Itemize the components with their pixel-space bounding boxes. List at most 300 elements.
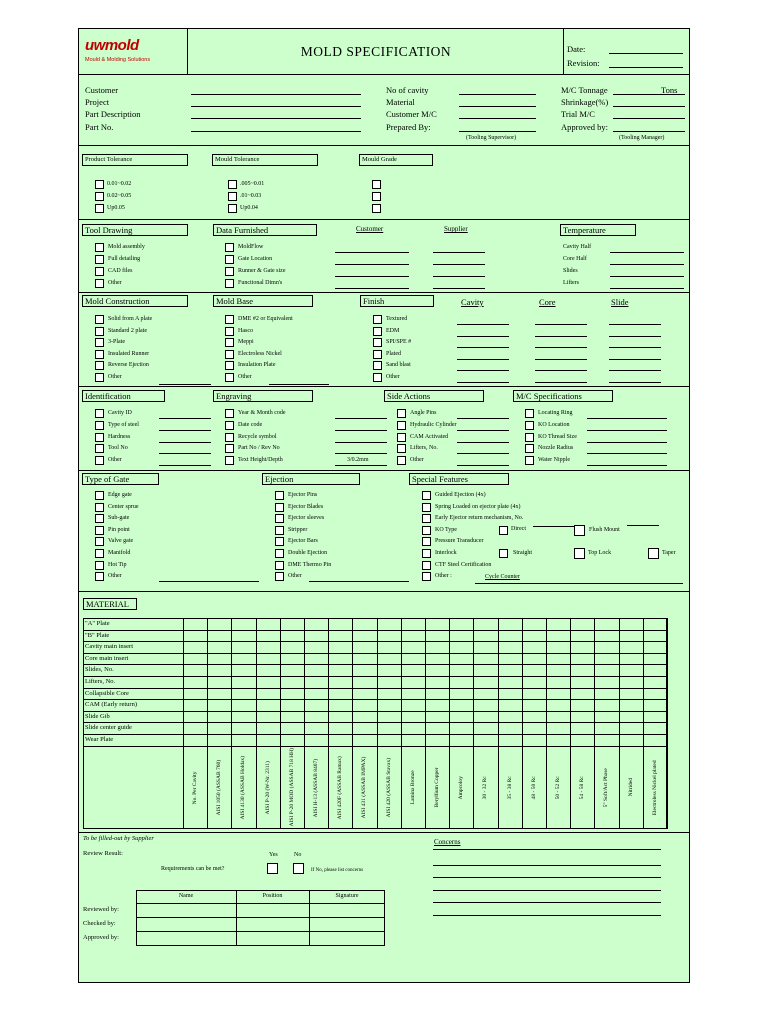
material-cell[interactable] bbox=[570, 699, 594, 711]
finish-cavity-field-1[interactable] bbox=[457, 336, 509, 337]
material-cell[interactable] bbox=[231, 653, 255, 665]
material-cell[interactable] bbox=[619, 699, 643, 711]
special-checkbox-4[interactable] bbox=[422, 537, 431, 546]
material-cell[interactable] bbox=[328, 653, 352, 665]
material-cell[interactable] bbox=[546, 711, 570, 723]
material-cell[interactable] bbox=[425, 734, 449, 746]
material-cell[interactable] bbox=[231, 618, 255, 630]
material-cell[interactable] bbox=[570, 722, 594, 734]
info-field-2[interactable] bbox=[191, 118, 361, 119]
mold-construction-checkbox-1[interactable] bbox=[95, 327, 104, 336]
material-cell[interactable] bbox=[570, 653, 594, 665]
finish-core-field-4[interactable] bbox=[535, 370, 587, 371]
material-cell[interactable] bbox=[304, 641, 328, 653]
material-cell[interactable] bbox=[522, 676, 546, 688]
special-checkbox-1[interactable] bbox=[422, 503, 431, 512]
side-actions-checkbox-3[interactable] bbox=[397, 444, 406, 453]
signature-cell[interactable] bbox=[236, 931, 309, 946]
special-checkbox-6[interactable] bbox=[422, 561, 431, 570]
material-cell[interactable] bbox=[183, 630, 207, 642]
material-cell[interactable] bbox=[328, 618, 352, 630]
material-cell[interactable] bbox=[401, 641, 425, 653]
mold-construction-other-field[interactable] bbox=[159, 384, 211, 385]
material-cell[interactable] bbox=[643, 664, 667, 676]
mould-tolerance-checkbox-0[interactable] bbox=[228, 180, 237, 189]
material-cell[interactable] bbox=[231, 641, 255, 653]
material-cell[interactable] bbox=[280, 688, 304, 700]
material-cell[interactable] bbox=[328, 722, 352, 734]
material-cell[interactable] bbox=[256, 699, 280, 711]
info-field2-2[interactable] bbox=[459, 118, 536, 119]
material-cell[interactable] bbox=[328, 734, 352, 746]
material-cell[interactable] bbox=[183, 653, 207, 665]
interlock-straight-checkbox[interactable] bbox=[499, 549, 508, 558]
info-field3-1[interactable] bbox=[613, 106, 685, 107]
material-cell[interactable] bbox=[425, 653, 449, 665]
tool-drawing-checkbox-1[interactable] bbox=[95, 255, 104, 264]
finish-cavity-field-2[interactable] bbox=[457, 347, 509, 348]
material-cell[interactable] bbox=[352, 641, 376, 653]
side-actions-field-2[interactable] bbox=[457, 442, 509, 443]
data-customer-field-2[interactable] bbox=[335, 276, 409, 277]
engraving-field-0[interactable] bbox=[335, 418, 387, 419]
finish-checkbox-1[interactable] bbox=[373, 327, 382, 336]
gate-checkbox-4[interactable] bbox=[95, 537, 104, 546]
material-cell[interactable] bbox=[522, 618, 546, 630]
finish-slide-field-0[interactable] bbox=[609, 324, 661, 325]
mold-construction-checkbox-0[interactable] bbox=[95, 315, 104, 324]
material-cell[interactable] bbox=[183, 699, 207, 711]
material-cell[interactable] bbox=[280, 676, 304, 688]
mc-spec-checkbox-0[interactable] bbox=[525, 409, 534, 418]
side-actions-field-1[interactable] bbox=[457, 430, 509, 431]
material-cell[interactable] bbox=[425, 699, 449, 711]
engraving-checkbox-1[interactable] bbox=[225, 421, 234, 430]
material-cell[interactable] bbox=[183, 664, 207, 676]
ejection-checkbox-1[interactable] bbox=[275, 503, 284, 512]
material-cell[interactable] bbox=[280, 630, 304, 642]
material-cell[interactable] bbox=[377, 722, 401, 734]
material-cell[interactable] bbox=[183, 688, 207, 700]
gate-checkbox-7[interactable] bbox=[95, 572, 104, 581]
material-cell[interactable] bbox=[643, 699, 667, 711]
material-cell[interactable] bbox=[256, 688, 280, 700]
material-cell[interactable] bbox=[377, 711, 401, 723]
ejection-checkbox-0[interactable] bbox=[275, 491, 284, 500]
material-cell[interactable] bbox=[425, 641, 449, 653]
side-actions-checkbox-2[interactable] bbox=[397, 433, 406, 442]
material-cell[interactable] bbox=[256, 630, 280, 642]
finish-cavity-field-0[interactable] bbox=[457, 324, 509, 325]
material-cell[interactable] bbox=[207, 664, 231, 676]
material-cell[interactable] bbox=[401, 618, 425, 630]
concerns-line-3[interactable] bbox=[433, 890, 661, 891]
engraving-field-4[interactable] bbox=[335, 465, 387, 466]
finish-checkbox-2[interactable] bbox=[373, 338, 382, 347]
material-cell[interactable] bbox=[401, 630, 425, 642]
ejection-other-field[interactable] bbox=[309, 581, 409, 582]
material-cell[interactable] bbox=[594, 630, 618, 642]
material-cell[interactable] bbox=[304, 734, 328, 746]
material-cell[interactable] bbox=[328, 711, 352, 723]
material-cell[interactable] bbox=[546, 653, 570, 665]
finish-checkbox-4[interactable] bbox=[373, 361, 382, 370]
special-checkbox-5[interactable] bbox=[422, 549, 431, 558]
finish-slide-field-3[interactable] bbox=[609, 359, 661, 360]
data-customer-field-3[interactable] bbox=[335, 288, 409, 289]
material-cell[interactable] bbox=[280, 618, 304, 630]
finish-slide-field-4[interactable] bbox=[609, 370, 661, 371]
material-cell[interactable] bbox=[256, 711, 280, 723]
temperature-field-1[interactable] bbox=[610, 264, 684, 265]
material-cell[interactable] bbox=[207, 711, 231, 723]
identification-checkbox-3[interactable] bbox=[95, 444, 104, 453]
product-tolerance-checkbox-0[interactable] bbox=[95, 180, 104, 189]
material-cell[interactable] bbox=[449, 676, 473, 688]
material-cell[interactable] bbox=[594, 676, 618, 688]
material-cell[interactable] bbox=[619, 664, 643, 676]
material-cell[interactable] bbox=[401, 664, 425, 676]
material-cell[interactable] bbox=[352, 664, 376, 676]
material-cell[interactable] bbox=[328, 676, 352, 688]
material-cell[interactable] bbox=[643, 688, 667, 700]
material-cell[interactable] bbox=[594, 618, 618, 630]
mould-grade-checkbox-1[interactable] bbox=[372, 192, 381, 201]
material-cell[interactable] bbox=[280, 722, 304, 734]
tool-drawing-checkbox-3[interactable] bbox=[95, 279, 104, 288]
data-supplier-field-1[interactable] bbox=[433, 264, 485, 265]
material-cell[interactable] bbox=[377, 641, 401, 653]
engraving-checkbox-3[interactable] bbox=[225, 444, 234, 453]
material-cell[interactable] bbox=[619, 618, 643, 630]
material-cell[interactable] bbox=[473, 722, 497, 734]
material-cell[interactable] bbox=[256, 722, 280, 734]
finish-core-field-3[interactable] bbox=[535, 359, 587, 360]
mc-spec-field-3[interactable] bbox=[587, 453, 667, 454]
mc-spec-checkbox-1[interactable] bbox=[525, 421, 534, 430]
side-actions-field-0[interactable] bbox=[457, 418, 509, 419]
identification-checkbox-1[interactable] bbox=[95, 421, 104, 430]
finish-core-field-1[interactable] bbox=[535, 336, 587, 337]
material-cell[interactable] bbox=[473, 699, 497, 711]
special-checkbox-0[interactable] bbox=[422, 491, 431, 500]
info-field-1[interactable] bbox=[191, 106, 361, 107]
material-cell[interactable] bbox=[231, 734, 255, 746]
material-cell[interactable] bbox=[522, 734, 546, 746]
mc-spec-field-0[interactable] bbox=[587, 418, 667, 419]
material-cell[interactable] bbox=[377, 734, 401, 746]
material-cell[interactable] bbox=[522, 664, 546, 676]
material-cell[interactable] bbox=[280, 641, 304, 653]
material-cell[interactable] bbox=[643, 676, 667, 688]
finish-core-field-5[interactable] bbox=[535, 382, 587, 383]
engraving-checkbox-0[interactable] bbox=[225, 409, 234, 418]
finish-checkbox-3[interactable] bbox=[373, 350, 382, 359]
material-cell[interactable] bbox=[498, 699, 522, 711]
material-cell[interactable] bbox=[280, 711, 304, 723]
material-cell[interactable] bbox=[231, 711, 255, 723]
special-checkbox-7[interactable] bbox=[422, 572, 431, 581]
material-cell[interactable] bbox=[304, 676, 328, 688]
material-cell[interactable] bbox=[498, 630, 522, 642]
concerns-line-1[interactable] bbox=[433, 865, 661, 866]
taper-checkbox[interactable] bbox=[648, 548, 659, 559]
material-cell[interactable] bbox=[546, 722, 570, 734]
side-actions-checkbox-0[interactable] bbox=[397, 409, 406, 418]
data-supplier-field-3[interactable] bbox=[433, 288, 485, 289]
material-cell[interactable] bbox=[546, 618, 570, 630]
engraving-field-3[interactable] bbox=[335, 453, 387, 454]
tool-drawing-checkbox-0[interactable] bbox=[95, 243, 104, 252]
data-supplier-field-0[interactable] bbox=[433, 252, 485, 253]
material-cell[interactable] bbox=[643, 653, 667, 665]
requirements-no-checkbox[interactable] bbox=[293, 863, 304, 874]
material-cell[interactable] bbox=[594, 699, 618, 711]
mould-grade-checkbox-0[interactable] bbox=[372, 180, 381, 189]
material-cell[interactable] bbox=[522, 653, 546, 665]
concerns-line-4[interactable] bbox=[433, 902, 661, 903]
identification-field-4[interactable] bbox=[159, 465, 211, 466]
material-cell[interactable] bbox=[328, 630, 352, 642]
material-cell[interactable] bbox=[425, 676, 449, 688]
material-cell[interactable] bbox=[425, 630, 449, 642]
material-cell[interactable] bbox=[594, 641, 618, 653]
side-actions-checkbox-4[interactable] bbox=[397, 456, 406, 465]
material-cell[interactable] bbox=[546, 734, 570, 746]
mold-construction-checkbox-5[interactable] bbox=[95, 373, 104, 382]
ejection-checkbox-7[interactable] bbox=[275, 572, 284, 581]
material-cell[interactable] bbox=[619, 641, 643, 653]
material-cell[interactable] bbox=[498, 664, 522, 676]
material-cell[interactable] bbox=[570, 676, 594, 688]
material-cell[interactable] bbox=[546, 699, 570, 711]
material-cell[interactable] bbox=[570, 688, 594, 700]
mc-spec-checkbox-3[interactable] bbox=[525, 444, 534, 453]
material-cell[interactable] bbox=[570, 734, 594, 746]
material-cell[interactable] bbox=[280, 653, 304, 665]
finish-cavity-field-4[interactable] bbox=[457, 370, 509, 371]
material-cell[interactable] bbox=[619, 722, 643, 734]
material-cell[interactable] bbox=[594, 664, 618, 676]
material-cell[interactable] bbox=[425, 722, 449, 734]
material-cell[interactable] bbox=[183, 641, 207, 653]
data-customer-field-1[interactable] bbox=[335, 264, 409, 265]
side-actions-field-3[interactable] bbox=[457, 453, 509, 454]
material-cell[interactable] bbox=[498, 618, 522, 630]
mold-base-other-field[interactable] bbox=[269, 384, 329, 385]
material-cell[interactable] bbox=[352, 676, 376, 688]
material-cell[interactable] bbox=[231, 699, 255, 711]
material-cell[interactable] bbox=[304, 630, 328, 642]
material-cell[interactable] bbox=[207, 734, 231, 746]
material-cell[interactable] bbox=[183, 722, 207, 734]
material-cell[interactable] bbox=[377, 688, 401, 700]
tool-drawing-checkbox-2[interactable] bbox=[95, 267, 104, 276]
material-cell[interactable] bbox=[522, 688, 546, 700]
side-actions-field-4[interactable] bbox=[457, 465, 509, 466]
material-cell[interactable] bbox=[352, 630, 376, 642]
material-cell[interactable] bbox=[280, 699, 304, 711]
mold-base-checkbox-0[interactable] bbox=[225, 315, 234, 324]
mold-base-checkbox-5[interactable] bbox=[225, 373, 234, 382]
material-cell[interactable] bbox=[449, 699, 473, 711]
mold-base-checkbox-2[interactable] bbox=[225, 338, 234, 347]
material-cell[interactable] bbox=[207, 676, 231, 688]
material-cell[interactable] bbox=[594, 734, 618, 746]
material-cell[interactable] bbox=[401, 688, 425, 700]
mould-tolerance-checkbox-1[interactable] bbox=[228, 192, 237, 201]
ejection-checkbox-4[interactable] bbox=[275, 537, 284, 546]
material-cell[interactable] bbox=[473, 711, 497, 723]
info-field2-1[interactable] bbox=[459, 106, 536, 107]
finish-cavity-field-5[interactable] bbox=[457, 382, 509, 383]
material-cell[interactable] bbox=[522, 630, 546, 642]
material-cell[interactable] bbox=[522, 641, 546, 653]
material-cell[interactable] bbox=[401, 699, 425, 711]
material-cell[interactable] bbox=[594, 711, 618, 723]
material-cell[interactable] bbox=[256, 734, 280, 746]
material-cell[interactable] bbox=[643, 722, 667, 734]
material-cell[interactable] bbox=[183, 618, 207, 630]
data-furnished-checkbox-0[interactable] bbox=[225, 243, 234, 252]
product-tolerance-checkbox-2[interactable] bbox=[95, 204, 104, 213]
material-cell[interactable] bbox=[473, 653, 497, 665]
ejection-checkbox-3[interactable] bbox=[275, 526, 284, 535]
ko-direct-checkbox[interactable] bbox=[499, 526, 508, 535]
special-checkbox-3[interactable] bbox=[422, 526, 431, 535]
finish-core-field-2[interactable] bbox=[535, 347, 587, 348]
material-cell[interactable] bbox=[231, 630, 255, 642]
finish-core-field-0[interactable] bbox=[535, 324, 587, 325]
material-cell[interactable] bbox=[231, 676, 255, 688]
material-cell[interactable] bbox=[473, 664, 497, 676]
material-cell[interactable] bbox=[498, 688, 522, 700]
material-cell[interactable] bbox=[643, 630, 667, 642]
material-cell[interactable] bbox=[183, 711, 207, 723]
material-cell[interactable] bbox=[207, 722, 231, 734]
concerns-line-2[interactable] bbox=[433, 877, 661, 878]
material-cell[interactable] bbox=[256, 641, 280, 653]
material-cell[interactable] bbox=[183, 676, 207, 688]
concerns-line-0[interactable] bbox=[433, 849, 661, 850]
material-cell[interactable] bbox=[522, 699, 546, 711]
special-checkbox-2[interactable] bbox=[422, 514, 431, 523]
mold-construction-checkbox-3[interactable] bbox=[95, 350, 104, 359]
data-furnished-checkbox-2[interactable] bbox=[225, 267, 234, 276]
material-cell[interactable] bbox=[449, 653, 473, 665]
material-cell[interactable] bbox=[280, 664, 304, 676]
material-cell[interactable] bbox=[498, 722, 522, 734]
material-cell[interactable] bbox=[352, 618, 376, 630]
mold-base-checkbox-3[interactable] bbox=[225, 350, 234, 359]
material-cell[interactable] bbox=[546, 676, 570, 688]
top-lock-checkbox[interactable] bbox=[574, 548, 585, 559]
material-cell[interactable] bbox=[352, 653, 376, 665]
concerns-line-5[interactable] bbox=[433, 915, 661, 916]
special-other-field[interactable] bbox=[475, 583, 683, 584]
material-cell[interactable] bbox=[498, 711, 522, 723]
product-tolerance-checkbox-1[interactable] bbox=[95, 192, 104, 201]
material-cell[interactable] bbox=[207, 699, 231, 711]
engraving-field-1[interactable] bbox=[335, 430, 387, 431]
material-cell[interactable] bbox=[449, 618, 473, 630]
material-cell[interactable] bbox=[304, 699, 328, 711]
material-cell[interactable] bbox=[449, 664, 473, 676]
identification-field-2[interactable] bbox=[159, 442, 211, 443]
material-cell[interactable] bbox=[546, 641, 570, 653]
material-cell[interactable] bbox=[619, 688, 643, 700]
material-cell[interactable] bbox=[473, 641, 497, 653]
material-cell[interactable] bbox=[256, 653, 280, 665]
engraving-checkbox-4[interactable] bbox=[225, 456, 234, 465]
data-customer-field-0[interactable] bbox=[335, 252, 409, 253]
identification-field-1[interactable] bbox=[159, 430, 211, 431]
material-cell[interactable] bbox=[594, 688, 618, 700]
material-cell[interactable] bbox=[377, 630, 401, 642]
temperature-field-0[interactable] bbox=[610, 252, 684, 253]
material-cell[interactable] bbox=[352, 734, 376, 746]
material-cell[interactable] bbox=[473, 734, 497, 746]
material-cell[interactable] bbox=[643, 734, 667, 746]
signature-cell[interactable] bbox=[236, 903, 309, 917]
finish-checkbox-0[interactable] bbox=[373, 315, 382, 324]
material-cell[interactable] bbox=[522, 711, 546, 723]
material-cell[interactable] bbox=[473, 630, 497, 642]
info-field3-2[interactable] bbox=[613, 118, 685, 119]
material-cell[interactable] bbox=[570, 711, 594, 723]
material-cell[interactable] bbox=[256, 618, 280, 630]
info-field-3[interactable] bbox=[191, 131, 361, 132]
mc-spec-field-2[interactable] bbox=[587, 442, 667, 443]
material-cell[interactable] bbox=[643, 711, 667, 723]
gate-checkbox-3[interactable] bbox=[95, 526, 104, 535]
material-cell[interactable] bbox=[377, 699, 401, 711]
engraving-field-2[interactable] bbox=[335, 442, 387, 443]
material-cell[interactable] bbox=[377, 618, 401, 630]
signature-cell[interactable] bbox=[309, 917, 385, 931]
mc-spec-checkbox-2[interactable] bbox=[525, 433, 534, 442]
material-cell[interactable] bbox=[401, 722, 425, 734]
mold-construction-checkbox-2[interactable] bbox=[95, 338, 104, 347]
material-cell[interactable] bbox=[522, 722, 546, 734]
material-cell[interactable] bbox=[207, 630, 231, 642]
material-cell[interactable] bbox=[352, 699, 376, 711]
material-cell[interactable] bbox=[280, 734, 304, 746]
identification-checkbox-2[interactable] bbox=[95, 433, 104, 442]
ejection-checkbox-6[interactable] bbox=[275, 561, 284, 570]
material-cell[interactable] bbox=[546, 664, 570, 676]
material-cell[interactable] bbox=[328, 699, 352, 711]
flush-mount-checkbox[interactable] bbox=[574, 525, 585, 536]
mc-spec-field-4[interactable] bbox=[587, 465, 667, 466]
finish-checkbox-5[interactable] bbox=[373, 373, 382, 382]
material-cell[interactable] bbox=[570, 641, 594, 653]
signature-cell[interactable] bbox=[309, 903, 385, 917]
material-cell[interactable] bbox=[183, 734, 207, 746]
temperature-field-3[interactable] bbox=[610, 288, 684, 289]
mould-tolerance-checkbox-2[interactable] bbox=[228, 204, 237, 213]
material-cell[interactable] bbox=[207, 688, 231, 700]
material-cell[interactable] bbox=[425, 618, 449, 630]
mold-base-checkbox-1[interactable] bbox=[225, 327, 234, 336]
signature-cell[interactable] bbox=[136, 931, 236, 946]
ejection-checkbox-2[interactable] bbox=[275, 514, 284, 523]
material-cell[interactable] bbox=[304, 653, 328, 665]
signature-cell[interactable] bbox=[236, 917, 309, 931]
signature-cell[interactable] bbox=[136, 903, 236, 917]
identification-field-0[interactable] bbox=[159, 418, 211, 419]
identification-field-3[interactable] bbox=[159, 453, 211, 454]
